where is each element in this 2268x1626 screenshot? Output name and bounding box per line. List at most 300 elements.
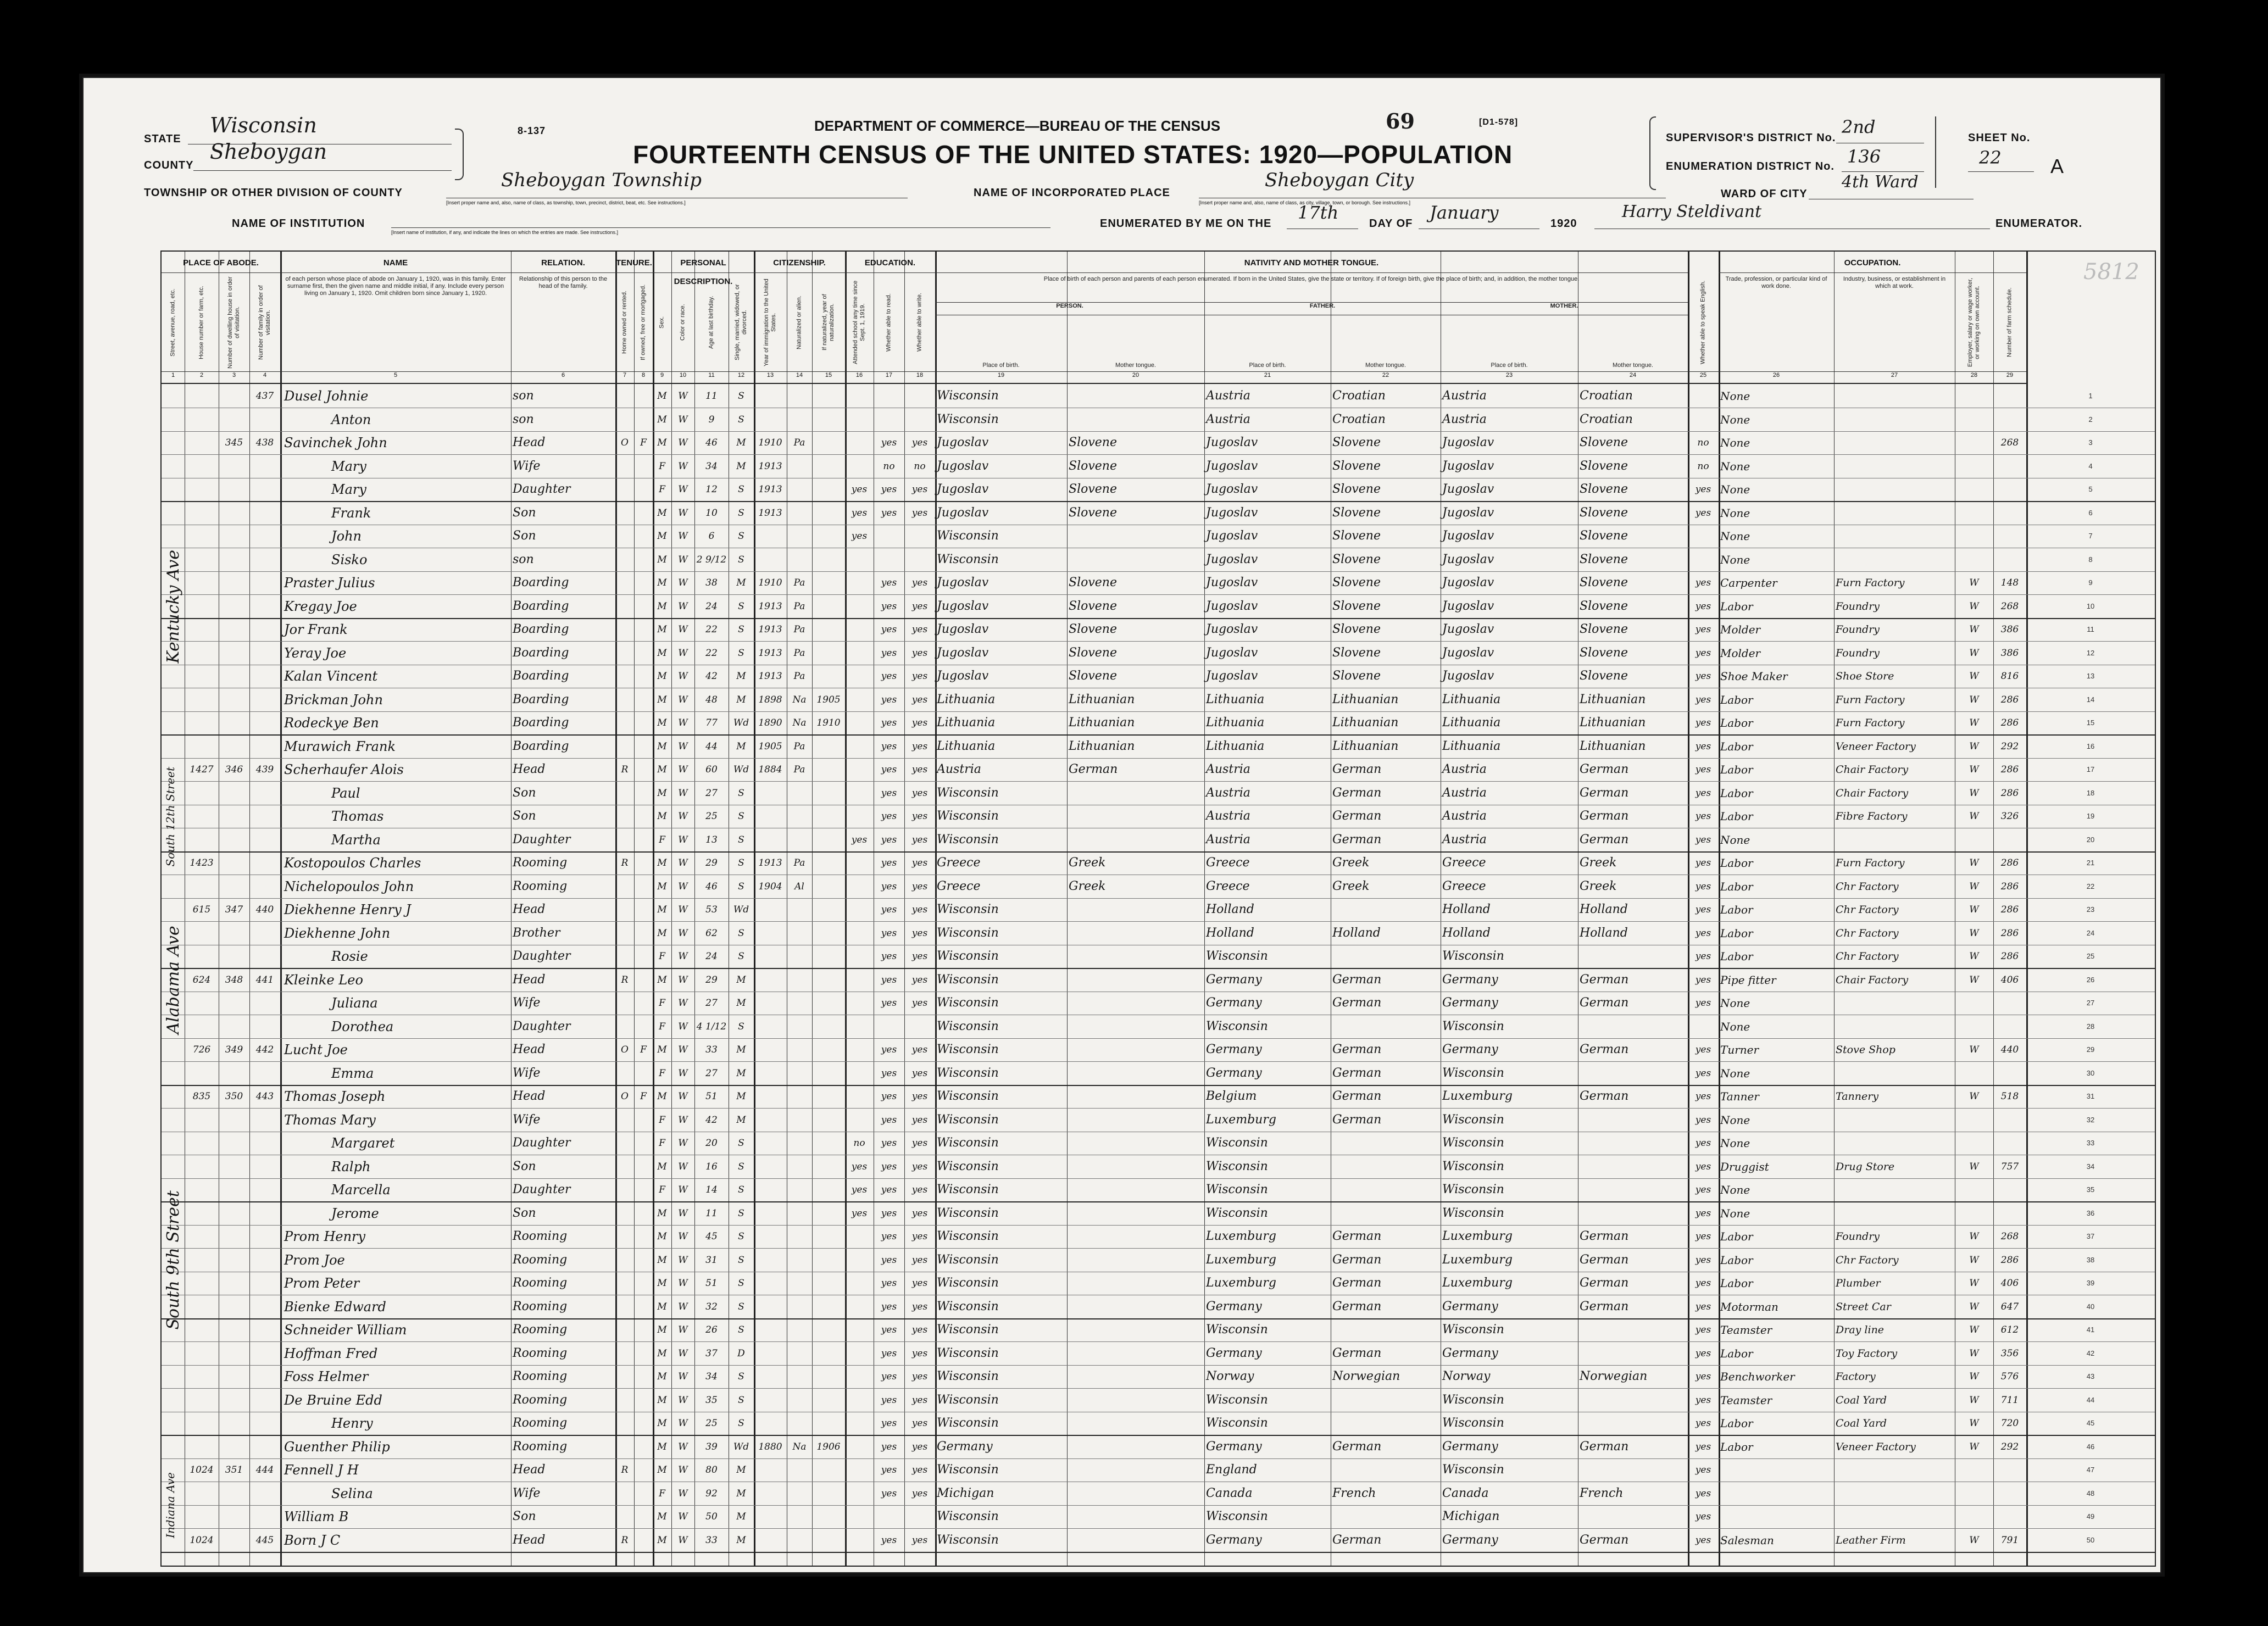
column-number: 29	[1993, 371, 2026, 384]
cell-hn	[186, 1179, 217, 1200]
cell-sex: M	[657, 881, 667, 892]
column-number: 26	[1719, 371, 1834, 384]
column-header-28: Employer, salary or wage worker, or working on own account.	[1967, 278, 1981, 367]
cell-nat: Pa	[793, 577, 805, 588]
group-header-relation: RELATION.	[511, 254, 615, 273]
cell-imm	[755, 1110, 785, 1131]
cell-imm	[755, 1133, 785, 1154]
cell-pt	[1069, 1063, 1203, 1084]
cell-dw	[220, 806, 248, 827]
cell-own	[617, 1366, 632, 1387]
cell-hn	[186, 946, 217, 967]
cell-dw	[220, 1226, 248, 1247]
cell-sch	[847, 970, 872, 990]
cell-fb: Germany	[1206, 972, 1262, 987]
cell-sch	[847, 572, 872, 593]
cell-rel: Wife	[513, 1066, 541, 1080]
street-label: South 9th Street	[164, 1190, 183, 1330]
cell-age: 22	[705, 647, 718, 659]
cell-pb: Wisconsin	[937, 786, 999, 800]
enumeration-label: ENUMERATION DISTRICT No.	[1666, 160, 1835, 172]
cell-race: W	[678, 881, 688, 892]
cell-dw	[220, 1343, 248, 1364]
cell-race: W	[678, 1534, 688, 1546]
cell-rd: yes	[881, 694, 897, 705]
group-header-personal: PERSONAL DESCRIPTION.	[653, 254, 754, 273]
cell-mt: Slovene	[1580, 529, 1628, 543]
line-number: 39	[2086, 1279, 2095, 1287]
cell-imm	[755, 1390, 785, 1411]
cell-occ: Carpenter	[1720, 576, 1777, 589]
cell-sex: M	[657, 974, 667, 985]
cell-eng: yes	[1695, 927, 1711, 939]
cell-wr: yes	[911, 1324, 928, 1335]
cell-sch: yes	[851, 531, 868, 542]
line-number: 19	[2086, 812, 2095, 820]
cell-pt: Slovene	[1069, 459, 1117, 473]
cell-eng: yes	[1695, 1184, 1711, 1195]
cell-wr: yes	[911, 834, 928, 845]
cell-imm	[755, 806, 785, 827]
line-number: 41	[2086, 1326, 2095, 1334]
cell-ind: Factory	[1836, 1371, 1876, 1383]
cell-pt	[1069, 783, 1203, 804]
cell-mt: German	[1580, 809, 1629, 823]
cell-rd: yes	[881, 671, 897, 682]
cell-emp: W	[1969, 904, 1979, 915]
cell-wr: yes	[911, 811, 928, 822]
cell-ny	[814, 876, 843, 897]
cell-occ	[1720, 1506, 1832, 1527]
cell-rd: yes	[881, 951, 897, 962]
cell-own	[617, 619, 632, 640]
cell-nat: Pa	[793, 764, 805, 775]
cell-rel: Wife	[513, 459, 541, 473]
cell-mt: Greek	[1580, 856, 1617, 870]
cell-rd: yes	[881, 1347, 897, 1359]
cell-fb: Wisconsin	[1206, 1416, 1268, 1430]
cell-ft: Lithuanian	[1332, 692, 1399, 706]
page-stamp: 69	[1386, 109, 1415, 133]
cell-name: Hoffman Fred	[284, 1345, 378, 1361]
column-header-4: Number of family in order of visitation.	[258, 285, 271, 360]
cell-farm: 148	[2000, 577, 2019, 588]
cell-nat: Pa	[793, 624, 805, 635]
cell-dw	[220, 503, 248, 524]
cell-emp	[1956, 1483, 1992, 1504]
cell-ms: S	[738, 927, 744, 939]
cell-age: 9	[708, 414, 715, 425]
table-row	[162, 1318, 2155, 1342]
cell-hn: 726	[192, 1044, 211, 1055]
cell-mtg	[636, 759, 651, 780]
cell-imm	[755, 1343, 785, 1364]
cell-pt: Lithuanian	[1069, 692, 1135, 706]
cell-sex: F	[659, 1067, 665, 1079]
cell-occ: None	[1720, 389, 1750, 403]
cell-occ: Labor	[1720, 739, 1753, 753]
cell-mtg	[636, 1319, 651, 1340]
line-number: 11	[2087, 625, 2094, 633]
cell-nat	[788, 1250, 810, 1271]
cell-dw	[220, 1273, 248, 1294]
cell-wr: yes	[911, 624, 928, 635]
cell-farm: 386	[2000, 647, 2019, 659]
cell-pb: Lithuania	[937, 739, 996, 753]
cell-mtg	[636, 526, 651, 547]
cell-mtg	[636, 1156, 651, 1177]
cell-mb: Luxemburg	[1442, 1089, 1513, 1103]
cell-eng: yes	[1695, 1441, 1711, 1452]
cell-race: W	[678, 1254, 688, 1266]
cell-rel: Head	[513, 972, 546, 987]
cell-dw: 349	[225, 1044, 243, 1055]
column-header-29: Number of farm schedule.	[2006, 287, 2013, 358]
cell-age: 38	[705, 577, 718, 588]
cell-pt	[1069, 806, 1203, 827]
incorporated-label: NAME OF INCORPORATED PLACE	[974, 187, 1170, 199]
cell-name: Kregay Joe	[284, 598, 357, 614]
cell-eng: yes	[1695, 1278, 1711, 1289]
cell-ft: German	[1332, 1112, 1382, 1127]
line-number: 16	[2086, 742, 2095, 750]
cell-race: W	[678, 624, 688, 635]
cell-hn: 1024	[190, 1464, 214, 1475]
cell-sex: F	[659, 1021, 665, 1032]
cell-hn	[186, 1343, 217, 1364]
cell-pt	[1069, 923, 1203, 944]
cell-rel: Boarding	[513, 716, 569, 730]
cell-rd: yes	[881, 1464, 897, 1475]
cell-pt	[1069, 1436, 1203, 1457]
cell-race: W	[678, 1418, 688, 1429]
cell-ny	[814, 503, 843, 524]
column-header-23: Place of birth.	[1491, 362, 1528, 369]
cell-fb: Lithuania	[1206, 739, 1265, 753]
cell-ft: Norwegian	[1332, 1369, 1400, 1383]
cell-fb: Jugoslav	[1206, 669, 1258, 683]
cell-ms: M	[736, 1091, 746, 1102]
cell-fm	[251, 806, 279, 827]
table-row	[162, 1109, 2155, 1132]
cell-mt: Slovene	[1580, 669, 1628, 683]
cell-age: 25	[705, 811, 718, 822]
cell-occ: None	[1720, 506, 1750, 520]
cell-race: W	[678, 1184, 688, 1195]
cell-farm	[1995, 1063, 2025, 1084]
cell-mb: Jugoslav	[1442, 622, 1494, 636]
cell-own	[617, 1506, 632, 1527]
cell-emp	[1956, 386, 1992, 406]
cell-nat	[788, 1343, 810, 1364]
cell-hn	[186, 829, 217, 850]
cell-rel: Daughter	[513, 949, 571, 963]
cell-rd: yes	[881, 740, 897, 752]
cell-name: Schneider William	[284, 1322, 407, 1338]
cell-rel: Rooming	[513, 879, 568, 893]
cell-hn	[186, 689, 217, 710]
column-number: 14	[787, 371, 812, 384]
cell-race: W	[678, 554, 688, 565]
cell-occ	[1720, 1460, 1832, 1480]
cell-emp	[1956, 1203, 1992, 1224]
cell-emp: W	[1969, 1278, 1979, 1289]
cell-mb: Jugoslav	[1442, 459, 1494, 473]
cell-occ: None	[1720, 483, 1750, 496]
cell-sex: F	[659, 484, 665, 495]
county-value: Sheboygan	[210, 140, 327, 164]
column-number: 12	[729, 371, 754, 384]
cell-sex: M	[657, 740, 667, 752]
cell-fb: Austria	[1206, 809, 1250, 823]
cell-mb: Germany	[1442, 1043, 1498, 1056]
cell-occ: Labor	[1720, 1230, 1753, 1243]
cell-nat	[788, 923, 810, 944]
cell-imm: 1904	[758, 881, 782, 892]
cell-eng: yes	[1695, 1044, 1711, 1055]
cell-eng: yes	[1695, 811, 1711, 822]
cell-farm: 612	[2000, 1324, 2019, 1335]
line-number: 27	[2086, 999, 2095, 1007]
cell-hn	[186, 1226, 217, 1247]
cell-age: 32	[705, 1301, 718, 1312]
cell-rel: Son	[513, 809, 536, 823]
cell-mt: Slovene	[1580, 645, 1628, 660]
cell-ny	[814, 1039, 843, 1060]
cell-pb: Wisconsin	[937, 1463, 999, 1477]
cell-imm	[755, 1039, 785, 1060]
cell-mt	[1580, 1110, 1686, 1131]
cell-ms: M	[736, 1511, 746, 1522]
column-number: 7	[615, 371, 634, 384]
cell-rel: Son	[513, 1510, 536, 1523]
cell-sex: M	[657, 1278, 667, 1289]
cell-mtg	[636, 806, 651, 827]
cell-own	[617, 386, 632, 406]
cell-imm	[755, 1366, 785, 1387]
cell-dw	[220, 1133, 248, 1154]
cell-name: William B	[284, 1509, 349, 1524]
cell-fm	[251, 876, 279, 897]
cell-emp: W	[1969, 764, 1979, 775]
cell-mb: Wisconsin	[1442, 1019, 1504, 1033]
cell-age: 34	[705, 460, 718, 472]
column-number: 27	[1834, 371, 1955, 384]
cell-fm	[251, 1133, 279, 1154]
cell-ny	[814, 946, 843, 967]
cell-hn	[186, 1273, 217, 1294]
cell-pt	[1069, 1460, 1203, 1480]
cell-pb: Jugoslav	[937, 622, 989, 636]
cell-imm: 1898	[758, 694, 782, 705]
cell-emp: W	[1969, 1254, 1979, 1266]
cell-dw	[220, 923, 248, 944]
cell-hn	[186, 1016, 217, 1037]
cell-emp	[1956, 526, 1992, 547]
cell-fb: Austria	[1206, 786, 1250, 800]
form-number: 8-137	[518, 125, 546, 136]
column-number: 9	[653, 371, 671, 384]
cell-emp: W	[1969, 624, 1979, 635]
cell-sex: M	[657, 624, 667, 635]
cell-farm: 286	[2000, 927, 2019, 939]
cell-fm	[251, 1156, 279, 1177]
cell-mtg	[636, 643, 651, 664]
cell-emp	[1956, 1016, 1992, 1037]
cell-fb: Wisconsin	[1206, 1510, 1268, 1523]
cell-occ: None	[1720, 553, 1750, 566]
cell-ny	[814, 386, 843, 406]
cell-fm	[251, 479, 279, 500]
cell-imm: 1913	[758, 857, 782, 868]
cell-ny	[814, 1390, 843, 1411]
cell-mtg	[636, 1250, 651, 1271]
cell-race: W	[678, 904, 688, 915]
cell-emp: W	[1969, 1418, 1979, 1429]
cell-mtg	[636, 1296, 651, 1317]
sheet-label: SHEET No.	[1968, 132, 2031, 144]
cell-occ: Labor	[1720, 1277, 1753, 1290]
cell-sch	[847, 1226, 872, 1247]
table-row	[162, 1132, 2155, 1155]
cell-mb: Lithuania	[1442, 692, 1501, 706]
cell-hn	[186, 806, 217, 827]
cell-rd: yes	[881, 437, 897, 448]
cell-own	[617, 1016, 632, 1037]
cell-fm	[251, 1436, 279, 1457]
cell-imm: 1913	[758, 460, 782, 472]
cell-occ: None	[1720, 1020, 1750, 1033]
cell-rel: Rooming	[513, 1393, 568, 1407]
line-number: 24	[2086, 928, 2095, 937]
county-label: COUNTY	[144, 159, 194, 171]
cell-imm	[755, 1156, 785, 1177]
cell-rel: Boarding	[513, 599, 569, 613]
cell-ny	[814, 829, 843, 850]
cell-race: W	[678, 647, 688, 659]
enumerated-label: ENUMERATED BY ME ON THE	[1100, 218, 1272, 230]
cell-name: Dorothea	[331, 1018, 394, 1034]
cell-occ: Teamster	[1720, 1323, 1772, 1337]
column-number: 13	[754, 371, 787, 384]
line-number: 5	[2088, 485, 2093, 493]
cell-rd	[875, 549, 903, 570]
cell-wr: yes	[911, 1394, 928, 1406]
cell-sch	[847, 783, 872, 804]
cell-race: W	[678, 414, 688, 425]
cell-age: 27	[705, 1067, 718, 1079]
cell-ny	[814, 1506, 843, 1527]
line-number: 20	[2086, 835, 2095, 844]
cell-sch	[847, 619, 872, 640]
cell-emp: W	[1969, 1044, 1979, 1055]
cell-mt: German	[1580, 1276, 1629, 1290]
cell-nat	[788, 1483, 810, 1504]
cell-pt: Slovene	[1069, 436, 1117, 449]
cell-mtg	[636, 970, 651, 990]
cell-rd: yes	[881, 1278, 897, 1289]
cell-rd	[875, 386, 903, 406]
cell-rd: yes	[881, 927, 897, 939]
cell-age: 24	[705, 600, 718, 612]
table-row	[162, 618, 2155, 642]
cell-occ: None	[1720, 530, 1750, 543]
cell-mb: Germany	[1442, 1299, 1498, 1313]
cell-sch	[847, 736, 872, 757]
cell-pb: Jugoslav	[937, 669, 989, 683]
cell-wr: yes	[911, 857, 928, 868]
cell-farm	[1995, 409, 2025, 430]
cell-pt	[1069, 1226, 1203, 1247]
column-header-25: Whether able to speak English.	[1699, 280, 1706, 365]
cell-ms: M	[736, 998, 746, 1009]
cell-sex: M	[657, 1464, 667, 1475]
cell-pt	[1069, 1390, 1203, 1411]
cell-fb: Germany	[1206, 1346, 1262, 1360]
column-header-8: If owned, free or mortgaged.	[640, 284, 647, 361]
cell-ms: S	[738, 1324, 744, 1335]
cell-nat	[788, 1319, 810, 1340]
cell-pt: Slovene	[1069, 669, 1117, 683]
cell-own: R	[621, 857, 629, 868]
cell-ny	[814, 1483, 843, 1504]
cell-nat	[788, 1133, 810, 1154]
street-label: Alabama Ave	[164, 926, 183, 1034]
column-header-21: Place of birth.	[1249, 362, 1286, 369]
cell-emp	[1956, 993, 1992, 1014]
cell-wr: yes	[911, 1091, 928, 1102]
cell-dw	[220, 1530, 248, 1551]
cell-rel: Wife	[513, 996, 541, 1010]
cell-dw	[220, 712, 248, 733]
cell-ind	[1836, 1506, 1953, 1527]
cell-ind: Foundry	[1836, 1230, 1880, 1243]
cell-mtg	[636, 1203, 651, 1224]
cell-rel: Rooming	[513, 1252, 568, 1267]
cell-ft: German	[1332, 1533, 1382, 1547]
cell-mt: French	[1580, 1486, 1624, 1500]
cell-mtg	[636, 876, 651, 897]
column-header-13: Year of immigration to the United States.	[763, 279, 777, 366]
cell-mb: Wisconsin	[1442, 1183, 1504, 1196]
cell-wr: yes	[911, 437, 928, 448]
cell-farm	[1995, 1016, 2025, 1037]
cell-ft: German	[1332, 1066, 1382, 1080]
column-number: 21	[1204, 371, 1331, 384]
cell-occ: Tanner	[1720, 1090, 1759, 1103]
cell-age: 20	[705, 1138, 718, 1149]
cell-sch	[847, 456, 872, 477]
cell-mt: Slovene	[1580, 505, 1628, 520]
cell-pt	[1069, 386, 1203, 406]
cell-pb: Wisconsin	[937, 972, 999, 987]
cell-ny: 1906	[816, 1441, 841, 1452]
incorporated-note: [Insert proper name and, also, name of class, as city, village, town, or borough. See instructions.]	[1199, 200, 1411, 205]
cell-ms: S	[738, 1138, 744, 1149]
cell-fm	[251, 1250, 279, 1271]
cell-dw	[220, 666, 248, 687]
cell-eng: yes	[1695, 834, 1711, 845]
cell-rd: yes	[881, 1114, 897, 1126]
cell-ind	[1836, 1460, 1953, 1480]
institution-note: [Insert name of institution, if any, and indicate the lines on which the entries are made. See instructions.]	[391, 230, 619, 235]
cell-nat	[788, 1016, 810, 1037]
cell-rd: yes	[881, 1254, 897, 1266]
census-table	[160, 250, 2156, 1567]
table-row	[162, 1529, 2155, 1553]
cell-hn	[186, 1413, 217, 1434]
cell-fb: Jugoslav	[1206, 529, 1258, 543]
